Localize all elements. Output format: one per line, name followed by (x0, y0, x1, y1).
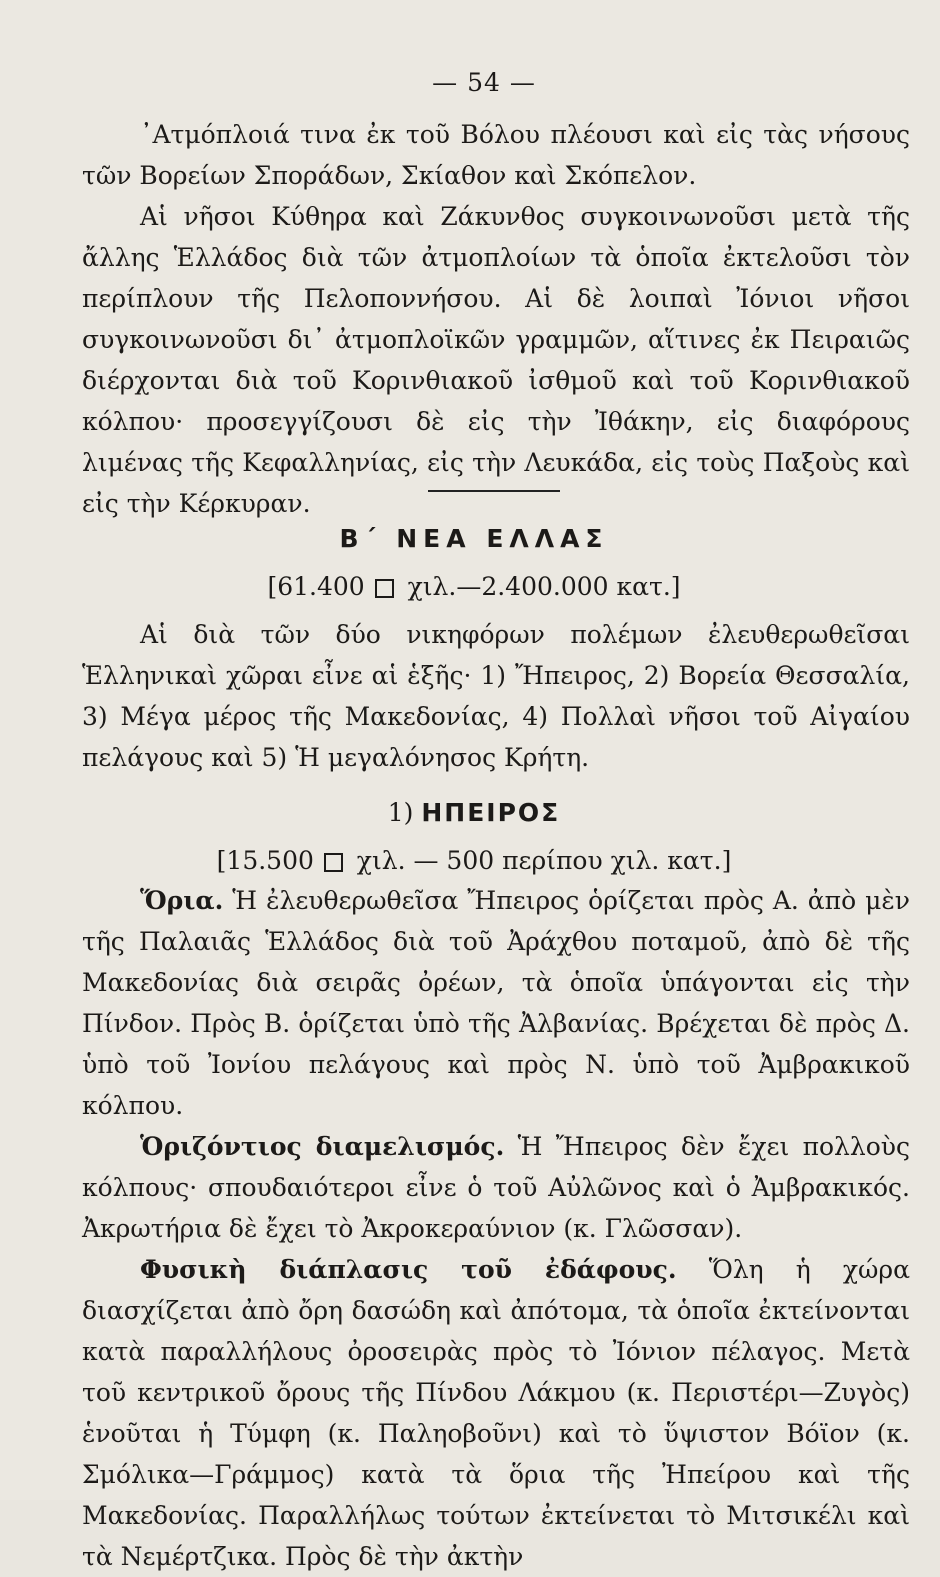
page-number: — 54 — (432, 68, 536, 97)
subsection-number: 1) (387, 798, 414, 827)
coast-heading: Ὁριζόντιος διαμελισμός. (140, 1132, 505, 1161)
subsection-title (0, 792, 940, 833)
subsection-heading: ΗΠΕΙΡΟΣ (421, 798, 561, 827)
section-divider (428, 490, 560, 492)
section-stats (0, 566, 940, 607)
section-text (82, 614, 910, 778)
relief-heading: Φυσικὴ διάπλασις τοῦ ἐδάφους. (140, 1255, 677, 1284)
square-symbol-icon (375, 579, 394, 598)
subsection-area: [15.500 (216, 846, 314, 875)
section-title: Β΄ ΝΕΑ ΕΛΛΑΣ (339, 524, 609, 553)
square-symbol-icon (324, 853, 343, 872)
subsection-stats (0, 840, 940, 881)
relief-text: Ὅλη ἡ χώρα διασχίζεται ἀπὸ ὄρη δασώδη καὶ ἀπότομα, τὰ ὁποῖα ἐκτείνονται κατὰ παραλλήλους ὀροσειρὰς πρὸς τὸ Ἰόνιον πέλαγος. Μετὰ τοῦ κεντρικοῦ ὄρους τῆς Πίνδου Λάκμου (κ. Περιστέρι—Ζυγὸς) ἑνοῦται ἡ Τύμφη (κ. Παληοβοῦνι) καὶ τὸ ὕψιστον Βόϊον (κ. Σμόλικα—Γράμμος) κατὰ τὰ ὅρια τῆς Ἠπείρου καὶ τῆς Μακεδονίας. Παραλλήλως τούτων ἐκτείνεται τὸ Μιτσικέλι καὶ τὰ Νεμέρτζικα. Πρὸς δὲ τὴν ἀκτὴν (82, 1255, 911, 1571)
borders-heading: Ὅρια. (140, 886, 224, 915)
coast-paragraph (82, 1126, 910, 1249)
section-population: χιλ.—2.400.000 κατ.] (407, 572, 681, 601)
intro-paragraph-2: Αἱ νῆσοι Κύθηρα καὶ Ζάκυνθος συγκοινωνοῦσι μετὰ τῆς ἄλλης Ἑλλάδος διὰ τῶν ἀτμοπλοίων τὰ ὁποῖα ἐκτελοῦσι τὸν περίπλουν τῆς Πελοποννήσου. Αἱ δὲ λοιπαὶ Ἰόνιοι νῆσοι συγκοινωνοῦσι δι᾽ ἀτμοπλοϊκῶν γραμμῶν, αἵτινες ἐκ Πειραιῶς διέρχονται διὰ τοῦ Κορινθιακοῦ ἰσθμοῦ καὶ τοῦ Κορινθιακοῦ κόλπου· προσεγγίζουσι δὲ εἰς τὴν Ἰθάκην, εἰς διαφόρους λιμένας τῆς Κεφαλληνίας, εἰς τὴν Λευκάδα, εἰς τοὺς Παξοὺς καὶ εἰς τὴν Κέρκυραν. (82, 202, 910, 518)
intro-text (82, 114, 910, 524)
borders-text: Ἡ ἐλευθερωθεῖσα Ἤπειρος ὁρίζεται πρὸς Α. ἀπὸ μὲν τῆς Παλαιᾶς Ἑλλάδος διὰ τοῦ Ἀράχθου ποταμοῦ, ἀπὸ δὲ τῆς Μακεδονίας διὰ σειρᾶς ὀρέων, τὰ ὁποῖα ὑπάγονται εἰς τὴν Πίνδον. Πρὸς Β. ὁρίζεται ὑπὸ τῆς Ἀλβανίας. Βρέχεται δὲ πρὸς Δ. ὑπὸ τοῦ Ἰονίου πελάγους καὶ πρὸς Ν. ὑπὸ τοῦ Ἀμβρακικοῦ κόλπου. (82, 886, 910, 1120)
section-paragraph: Αἱ διὰ τῶν δύο νικηφόρων πολέμων ἐλευθερωθεῖσαι Ἑλληνικαὶ χῶραι εἶνε αἱ ἑξῆς· 1) Ἤπειρος, 2) Βορεία Θεσσαλία, 3) Μέγα μέρος τῆς Μακεδονίας, 4) Πολλαὶ νῆσοι τοῦ Αἰγαίου πελάγους καὶ 5) Ἡ μεγαλόνησος Κρήτη. (82, 620, 910, 772)
subsection-text (82, 880, 910, 1577)
intro-paragraph-1: ᾽Ατμόπλοιά τινα ἐκ τοῦ Βόλου πλέουσι καὶ εἰς τὰς νήσους τῶν Βορείων Σποράδων, Σκίαθον καὶ Σκόπελον. (82, 120, 910, 190)
section-area: [61.400 (267, 572, 365, 601)
coast-text: Ἡ Ἤπειρος δὲν ἔχει πολλοὺς κόλπους· σπουδαιότεροι εἶνε ὁ τοῦ Αὐλῶνος καὶ ὁ Ἀμβρακικός. Ἀκρωτήρια δὲ ἔχει τὸ Ἀκροκεραύνιον (κ. Γλῶσσαν). (82, 1132, 910, 1243)
borders-paragraph (82, 880, 910, 1126)
subsection-population: χιλ. — 500 περίπου χιλ. κατ.] (356, 846, 732, 875)
relief-paragraph (82, 1249, 910, 1577)
